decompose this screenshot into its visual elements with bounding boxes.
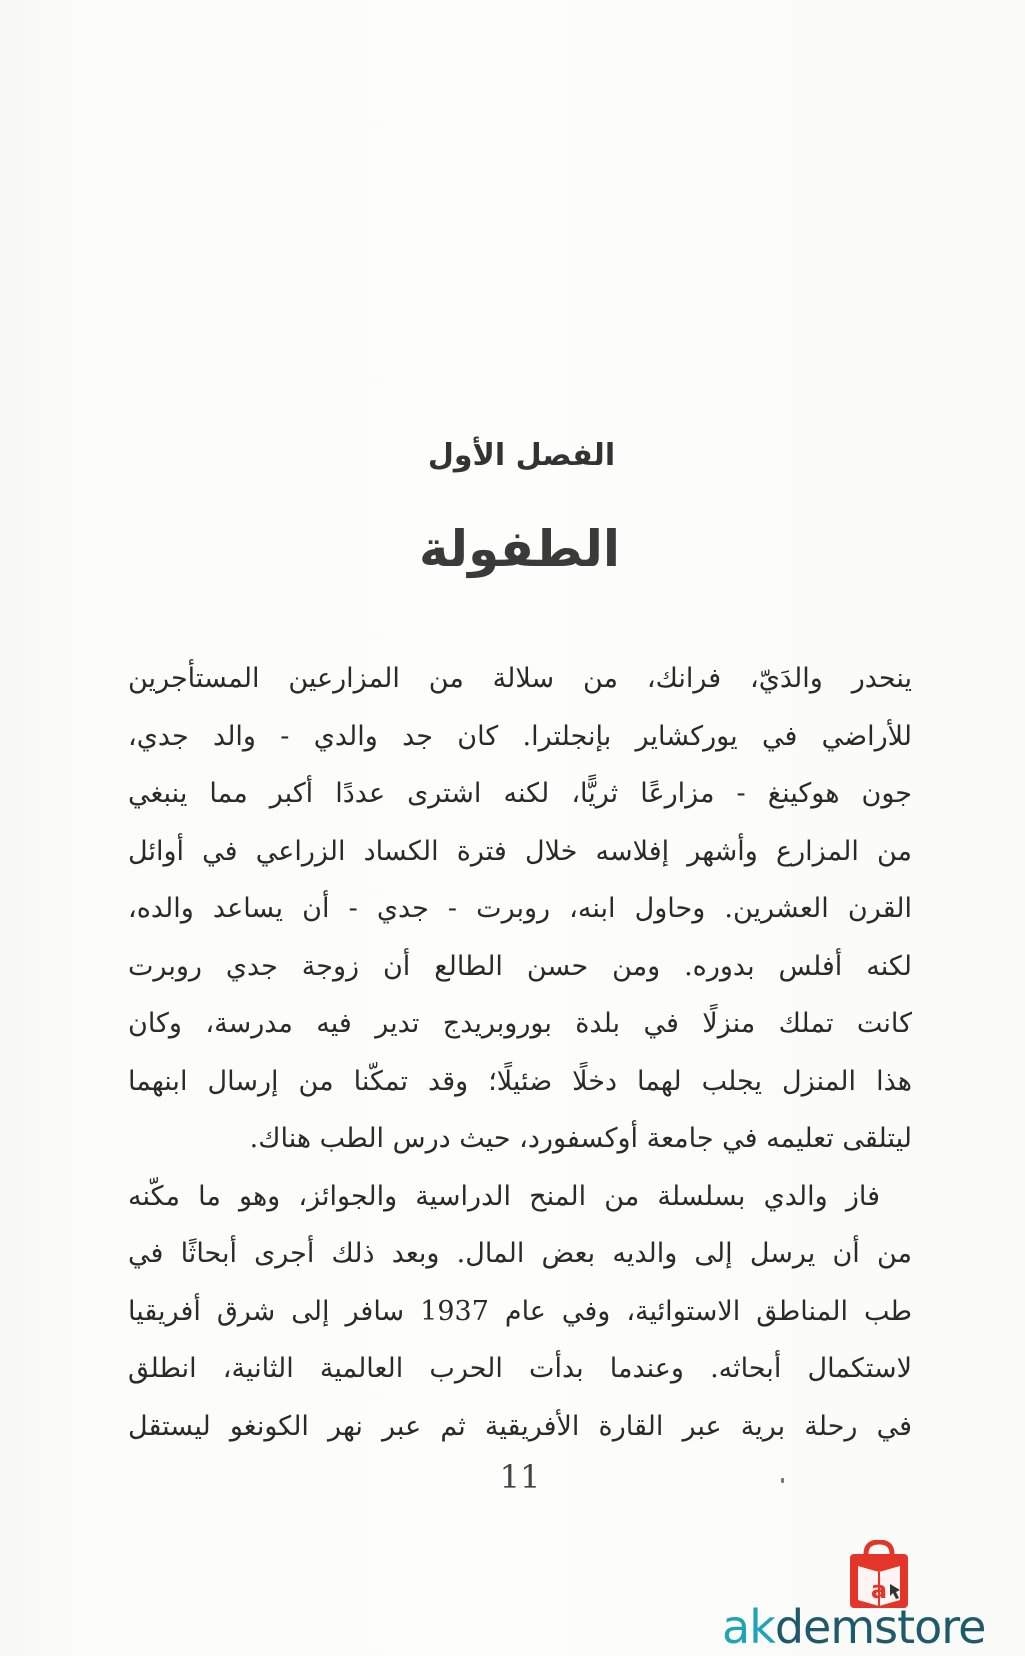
text-line: القرن العشرين. وحاول ابنه، روبرت - جدي - أن يساعد والده، xyxy=(128,893,912,924)
chapter-label: الفصل الأول xyxy=(427,438,616,473)
logo-text-part1: ak xyxy=(722,1600,775,1654)
logo-text-part2: demstore xyxy=(774,1600,986,1654)
text-line: للأراضي في يوركشاير بإنجلترا. كان جد والدي - والد جدي، xyxy=(128,720,912,752)
text-line: كانت تملك منزلًا في بلدة بوروبريدج تدير فيه مدرسة، وكان xyxy=(128,1008,912,1039)
text-line: لاستكمال أبحاثه. وعندما بدأت الحرب العالمية الثانية، انطلق xyxy=(128,1353,912,1384)
text-line: هذا المنزل يجلب لهما دخلًا ضئيلًا؛ وقد تمكّنا من إرسال ابنهما xyxy=(128,1065,912,1097)
body-text xyxy=(128,650,912,1455)
paragraph-1 xyxy=(128,650,912,1168)
store-logo xyxy=(722,1540,1022,1656)
paragraph-2-cont xyxy=(128,1225,912,1455)
page-number: 11 xyxy=(499,1458,541,1496)
text-line: لكنه أفلس بدوره. ومن حسن الطالع أن زوجة جدي روبرت xyxy=(128,950,912,982)
text-line: من المزارع وأشهر إفلاسه خلال فترة الكساد الزراعي في أوائل xyxy=(128,835,912,867)
text-line: في رحلة برية عبر القارة الأفريقية ثم عبر نهر الكونغو ليستقل xyxy=(128,1410,912,1442)
text-line: من أن يرسل إلى والديه بعض المال. وبعد ذلك أجرى أبحاثًا في xyxy=(128,1238,912,1269)
chapter-title: الطفولة xyxy=(418,520,621,578)
print-speck xyxy=(781,1478,784,1483)
logo-bag-letter: a xyxy=(870,1576,888,1604)
text-line: ليتلقى تعليمه في جامعة أوكسفورد، حيث درس الطب هناك. xyxy=(249,1123,912,1154)
text-line: جون هوكينغ - مزارعًا ثريًّا، لكنه اشترى عددًا أكبر مما ينبغي xyxy=(128,778,912,809)
text-line: ينحدر والدَيّ، فرانك، من سلالة من المزارعين المستأجرين xyxy=(128,663,912,694)
paragraph-2 xyxy=(128,1168,912,1226)
text-line: فاز والدي بسلسلة من المنح الدراسية والجوائز، وهو ما مكّنه xyxy=(128,1180,880,1212)
text-line: طب المناطق الاستوائية، وفي عام 1937 سافر إلى شرق أفريقيا xyxy=(128,1295,912,1327)
store-logo-text xyxy=(722,1602,1022,1652)
